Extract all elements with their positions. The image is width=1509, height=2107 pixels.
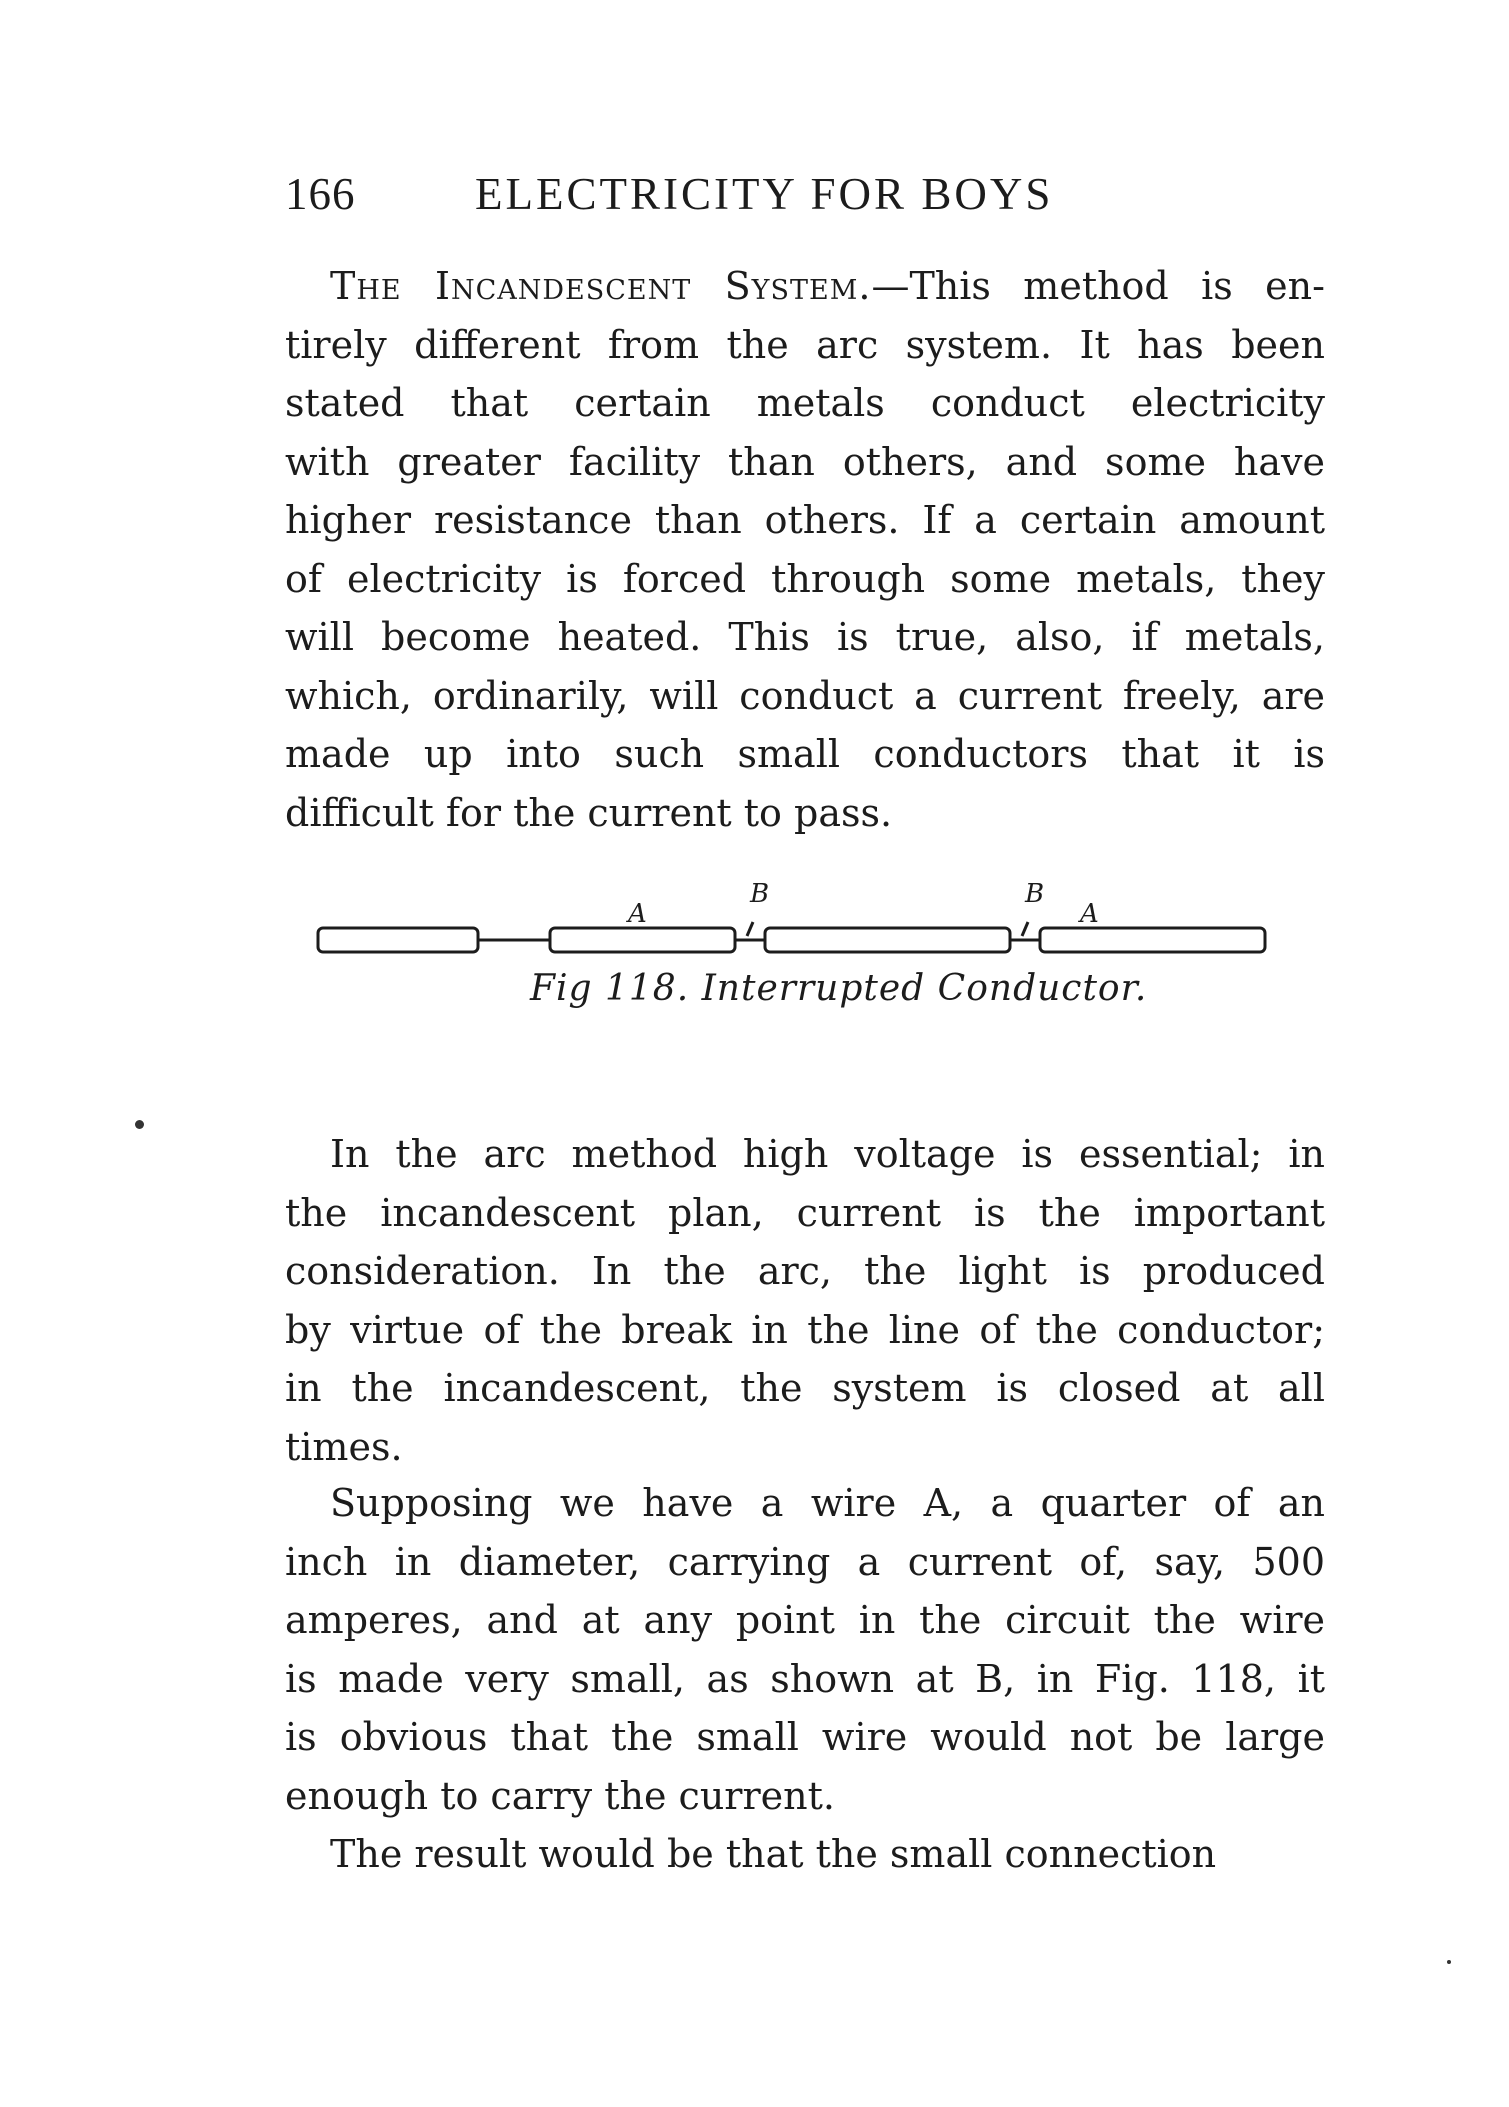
running-head: ELECTRICITY FOR BOYS: [475, 169, 1054, 219]
text-line: stated that certain metals conduct electricity: [285, 381, 1325, 425]
text-line: higher resistance than others. If a certain amount: [285, 498, 1325, 542]
wire-segment-middle: [765, 928, 1010, 952]
text-line: Supposing we have a wire A, a quarter of an: [330, 1481, 1325, 1525]
paragraph-incandescent-system: [285, 257, 1325, 842]
text-line: enough to carry the current.: [285, 1773, 835, 1818]
pointer-line: [1022, 922, 1028, 936]
paragraph-wire-example: [285, 1474, 1325, 1825]
page-number: 166: [285, 169, 356, 219]
text-line: difficult for the current to pass.: [285, 790, 893, 835]
paragraph-arc-method: [285, 1125, 1325, 1476]
text-line: which, ordinarily, will conduct a current freely, are: [285, 673, 1325, 718]
figure-label-a: A: [628, 899, 647, 929]
figure-caption: Fig 118. Interrupted Conductor.: [530, 968, 1148, 1009]
interrupted-conductor-drawing: [310, 870, 1310, 970]
text-line: consideration. In the arc, the light is produced: [285, 1249, 1325, 1293]
text-line: in the incandescent, the system is closed at all: [285, 1366, 1325, 1410]
pointer-line: [747, 922, 753, 936]
text-line: The Incandescent System.—This method is en-: [330, 264, 1325, 308]
figure-label-a: A: [1080, 899, 1099, 929]
wire-segment-left: [318, 928, 478, 952]
figure-label-b: B: [750, 879, 770, 909]
text-line: tirely different from the arc system. It has been: [285, 322, 1325, 367]
text-line: of electricity is forced through some metals, they: [285, 556, 1325, 601]
text-line: is made very small, as shown at B, in Fig. 118, it: [285, 1656, 1325, 1701]
figure-118: [310, 870, 1310, 1020]
text-line: is obvious that the small wire would not be large: [285, 1715, 1325, 1759]
wire-segment-right: [1040, 928, 1265, 952]
page-header: [285, 168, 1325, 228]
text-line: times.: [285, 1424, 403, 1469]
ink-speck: [1447, 1960, 1451, 1964]
text-line: amperes, and at any point in the circuit the wire: [285, 1598, 1325, 1642]
text-line: In the arc method high voltage is essential; in: [330, 1132, 1325, 1176]
text-line: inch in diameter, carrying a current of, say, 500: [285, 1539, 1325, 1584]
text-line: the incandescent plan, current is the important: [285, 1190, 1325, 1235]
section-heading: The Incandescent System.: [330, 264, 872, 308]
ink-speck: [135, 1120, 144, 1129]
paragraph-result: [285, 1825, 1325, 1884]
text-line: made up into such small conductors that it is: [285, 732, 1325, 776]
wire-segment: [550, 928, 735, 952]
text-line: will become heated. This is true, also, if metals,: [285, 615, 1325, 659]
figure-label-b: B: [1025, 879, 1045, 909]
text-line: with greater facility than others, and some have: [285, 439, 1325, 484]
text-line: by virtue of the break in the line of the conductor;: [285, 1307, 1325, 1352]
text-line: The result would be that the small connection: [330, 1832, 1217, 1876]
